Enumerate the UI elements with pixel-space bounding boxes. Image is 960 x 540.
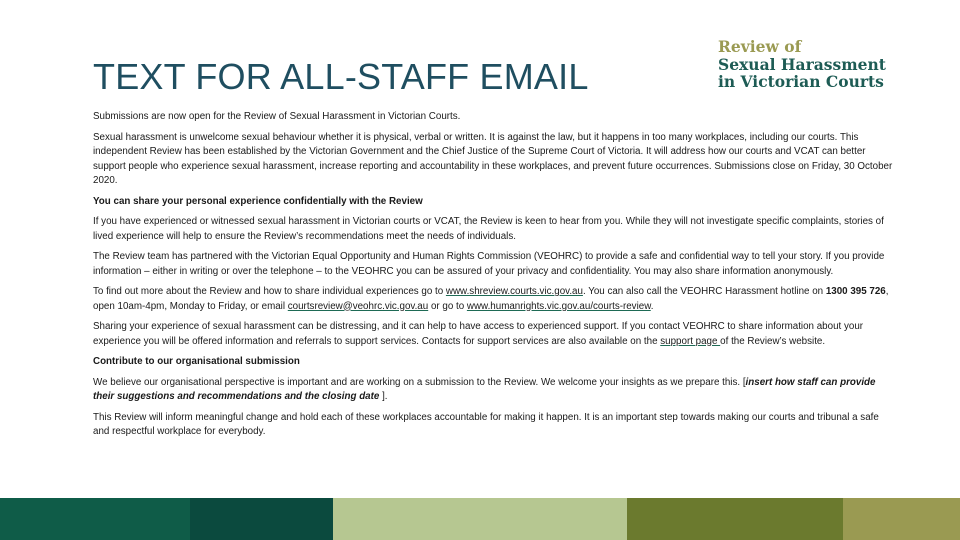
review-logo bbox=[718, 38, 886, 91]
support-page-link[interactable]: support page bbox=[660, 335, 721, 347]
find-out-more-paragraph: To find out more about the Review and how to share individual experiences go to www.shreview.courts.vic.gov.au. You can also call the VEOHRC Harassment hotline on 1300 395 726, open 10am-4pm, Monday to Friday, or email courtsreview@veohrc.vic.gov.au or go to www.humanrights.vic.gov.au/courts-review. bbox=[93, 286, 889, 312]
email-link[interactable]: courtsreview@veohrc.vic.gov.au bbox=[287, 300, 429, 312]
email-body bbox=[93, 110, 893, 446]
logo-line-3: in Victorian Courts bbox=[718, 72, 884, 91]
footer-segment-2 bbox=[190, 498, 333, 540]
footer-color-band bbox=[0, 498, 960, 540]
submission-paragraph: We believe our organisational perspective is important and are working on a submission to the Review. We welcome your insights as we prepare this. [insert how staff can provide their suggestions and recommendations and the closing date ]. bbox=[93, 376, 876, 402]
logo-line-1: Review of bbox=[718, 37, 802, 56]
footer-segment-4 bbox=[627, 498, 843, 540]
definition-paragraph: Sexual harassment is unwelcome sexual behaviour whether it is physical, verbal or written. It is against the law, but it happens in too many workplaces, including our courts. This independent Review has been established by the Victorian Government and the Chief Justice of the Supreme Court of Victoria. It will address how our courts and VCAT can better support people who experience sexual harassment, increase reporting and accountability in these workplaces, and prevent future occurrences. Submissions close on Friday, 30 October 2020. bbox=[93, 131, 893, 186]
veohrc-paragraph: The Review team has partnered with the Victorian Equal Opportunity and Human Rights Commission (VEOHRC) to provide a safe and confidential way to tell your story. If you provide information – either in writing or over the telephone – to the VEOHRC you can be assured of your privacy and confidentiality. You may also share information anonymously. bbox=[93, 251, 885, 277]
experience-paragraph: If you have experienced or witnessed sexual harassment in Victorian courts or VCAT, the Review is keen to hear from you. While they will not investigate specific complaints, stories of lived experience will help to ensure the Review’s recommendations meet the needs of individuals. bbox=[93, 216, 884, 242]
footer-segment-5 bbox=[843, 498, 960, 540]
logo-line-2: Sexual Harassment bbox=[718, 54, 886, 74]
contribute-heading: Contribute to our organisational submission bbox=[93, 356, 300, 367]
review-website-link[interactable]: www.shreview.courts.vic.gov.au bbox=[445, 286, 583, 297]
closing-paragraph: This Review will inform meaningful change and hold each of these workplaces accountable for making it happen. It is an important step towards making our courts and tribunal a safe and respectful workplace for everybody. bbox=[93, 411, 879, 437]
confidential-heading: You can share your personal experience confidentially with the Review bbox=[93, 195, 423, 207]
support-paragraph: Sharing your experience of sexual harassment can be distressing, and it can help to have access to experienced support. If you contact VEOHRC to share information about your experience you will be offered information and referrals to support services. Contacts for support services are also available on the support page of the Review’s website. bbox=[93, 321, 864, 347]
intro-paragraph: Submissions are now open for the Review of Sexual Harassment in Victorian Courts. bbox=[93, 111, 461, 122]
insert-placeholder: insert how staff can provide their suggestions and recommendations and the closing date bbox=[93, 376, 876, 402]
page-title: TEXT FOR ALL-STAFF EMAIL bbox=[93, 56, 589, 97]
footer-segment-1 bbox=[0, 498, 190, 540]
hotline-number: 1300 395 726 bbox=[825, 286, 886, 297]
humanrights-link[interactable]: www.humanrights.vic.gov.au/courts-review bbox=[466, 300, 651, 312]
footer-segment-3 bbox=[333, 498, 627, 540]
